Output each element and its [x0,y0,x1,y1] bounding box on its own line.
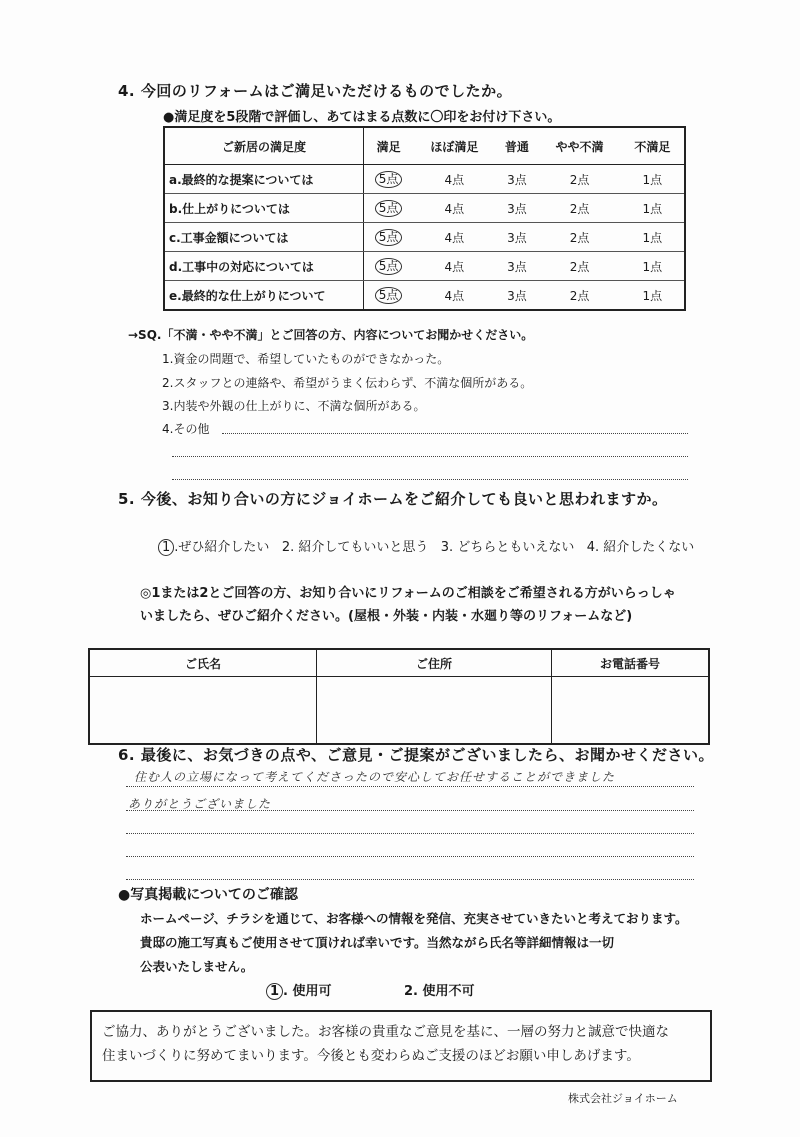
comment-line[interactable] [126,879,694,880]
sq-option-1[interactable]: 1.資金の問題で、希望していたものができなかった。 [162,352,450,366]
handwritten-comment-line2: ありがとうございました [128,797,272,811]
header-mostly-satisfied: ほぼ満足 [413,127,495,165]
photo-line1: ホームページ、チラシを通じて、お客様への情報を発信、充実させていきたいと考えております。 [140,911,688,926]
comment-line[interactable] [126,786,694,787]
q4-instruction: ●満足度を5段階で評価し、あてはまる点数に〇印をお付け下さい。 [163,110,561,125]
q5-option-2[interactable]: 2. 紹介してもいいと思う [281,540,429,555]
header-neutral: 普通 [496,127,539,165]
other-line[interactable] [172,479,688,480]
row-label: c.工事金額については [164,223,364,252]
q5-title: 5. 今後、お知り合いの方にジョイホームをご紹介しても良いと思われますか。 [118,490,668,508]
score-cell[interactable]: 3点 [496,223,539,252]
score-cell[interactable]: 1点 [621,223,685,252]
row-label: d.工事中の対応については [164,252,364,281]
header-slightly-dissatisfied: やや不満 [538,127,620,165]
comment-line[interactable] [126,856,694,857]
circled-score: 5点 [375,258,403,275]
score-cell[interactable]: 2点 [538,252,620,281]
score-cell[interactable]: 4点 [413,252,495,281]
score-cell[interactable]: 1点 [621,194,685,223]
score-cell[interactable]: 3点 [496,252,539,281]
satisfaction-table [163,126,686,311]
sq-title: →SQ.「不満・やや不満」とご回答の方、内容についてお聞かせください。 [128,328,534,342]
row-label: e.最終的な仕上がりについて [164,281,364,311]
q5-option-1[interactable]: .ぜひ紹介したい [174,540,270,555]
header-dissatisfied: 不満足 [621,127,685,165]
sq-option-3[interactable]: 3.内装や外観の仕上がりに、不満な個所がある。 [162,399,426,413]
score-cell[interactable]: 2点 [538,223,620,252]
score-cell[interactable]: 1点 [621,281,685,311]
photo-line2: 貴邸の施工写真もご使用させて頂ければ幸いです。当然ながら氏名等詳細情報は一切 [140,935,615,950]
table-row [164,223,685,252]
other-line[interactable] [172,456,688,457]
circled-option-number: 1 [266,983,283,1000]
photo-option-not-allowed[interactable]: 2. 使用不可 [404,984,475,999]
handwritten-comment-line1: 住む人の立場になって考えてくださったので安心してお任せすることができました [134,770,616,784]
score-cell[interactable]: 2点 [538,165,620,194]
comment-line[interactable] [126,833,694,834]
score-cell[interactable]: 1点 [621,165,685,194]
q6-title: 6. 最後に、お気づきの点や、ご意見・ご提案がございましたら、お聞かせください。 [118,746,715,764]
circled-score: 5点 [375,287,403,304]
q4-title: 4. 今回のリフォームはご満足いただけるものでしたか。 [118,82,513,100]
phone-field[interactable] [552,677,710,745]
photo-option-allowed-label: . 使用可 [283,984,332,999]
score-cell[interactable]: 4点 [413,281,495,311]
photo-option-allowed[interactable] [266,980,332,1000]
score-cell[interactable] [364,281,414,311]
q5-note-line2: いましたら、ぜひご紹介ください。(屋根・外装・内装・水廻り等のリフォームなど) [140,609,633,624]
score-cell[interactable] [364,194,414,223]
q5-option-4[interactable]: 4. 紹介したくない [586,540,695,555]
q5-option-3[interactable]: 3. どちらともいえない [440,540,575,555]
score-cell[interactable] [364,165,414,194]
score-cell[interactable]: 1点 [621,252,685,281]
closing-line1: ご協力、ありがとうございました。お客様の貴重なご意見を基に、一層の努力と誠意で快適な [102,1024,669,1040]
q5-note-line1: ◎1または2とご回答の方、お知り合いにリフォームのご相談をご希望される方がいらっしゃ [140,586,676,601]
sq-option-2[interactable]: 2.スタッフとの連絡や、希望がうまく伝わらず、不満な個所がある。 [162,376,533,390]
table-row [164,252,685,281]
circled-score: 5点 [375,200,403,217]
referral-header-row [89,649,709,677]
company-name: 株式会社ジョイホーム [568,1092,678,1105]
header-category: ご新居の満足度 [164,127,364,165]
table-row [164,165,685,194]
name-field[interactable] [89,677,317,745]
circled-option-number[interactable]: 1 [158,539,174,556]
table-row [164,281,685,311]
header-address: ご住所 [317,649,552,677]
photo-line3: 公表いたしません。 [140,959,254,974]
closing-line2: 住まいづくりに努めてまいります。今後とも変わらぬご支援のほどお願い申しあげます。 [102,1048,640,1064]
address-field[interactable] [317,677,552,745]
score-cell[interactable] [364,252,414,281]
score-cell[interactable]: 3点 [496,165,539,194]
circled-score: 5点 [375,229,403,246]
circled-score: 5点 [375,171,403,188]
referral-table [88,648,710,745]
table-row [164,194,685,223]
header-name: ご氏名 [89,649,317,677]
score-cell[interactable]: 3点 [496,281,539,311]
other-line[interactable] [222,433,688,434]
referral-input-row [89,677,709,745]
score-cell[interactable]: 2点 [538,194,620,223]
photo-title: ●写真掲載についてのご確認 [118,887,298,903]
header-satisfied: 満足 [364,127,414,165]
score-cell[interactable]: 4点 [413,165,495,194]
closing-message-box [90,1010,712,1082]
q5-options [158,536,694,556]
row-label: b.仕上がりについては [164,194,364,223]
sq-option-4[interactable]: 4.その他 [162,422,210,436]
score-cell[interactable]: 3点 [496,194,539,223]
score-cell[interactable]: 4点 [413,223,495,252]
satisfaction-header-row [164,127,685,165]
score-cell[interactable]: 2点 [538,281,620,311]
score-cell[interactable] [364,223,414,252]
header-phone: お電話番号 [552,649,710,677]
comment-line[interactable] [126,810,694,811]
score-cell[interactable]: 4点 [413,194,495,223]
row-label: a.最終的な提案については [164,165,364,194]
